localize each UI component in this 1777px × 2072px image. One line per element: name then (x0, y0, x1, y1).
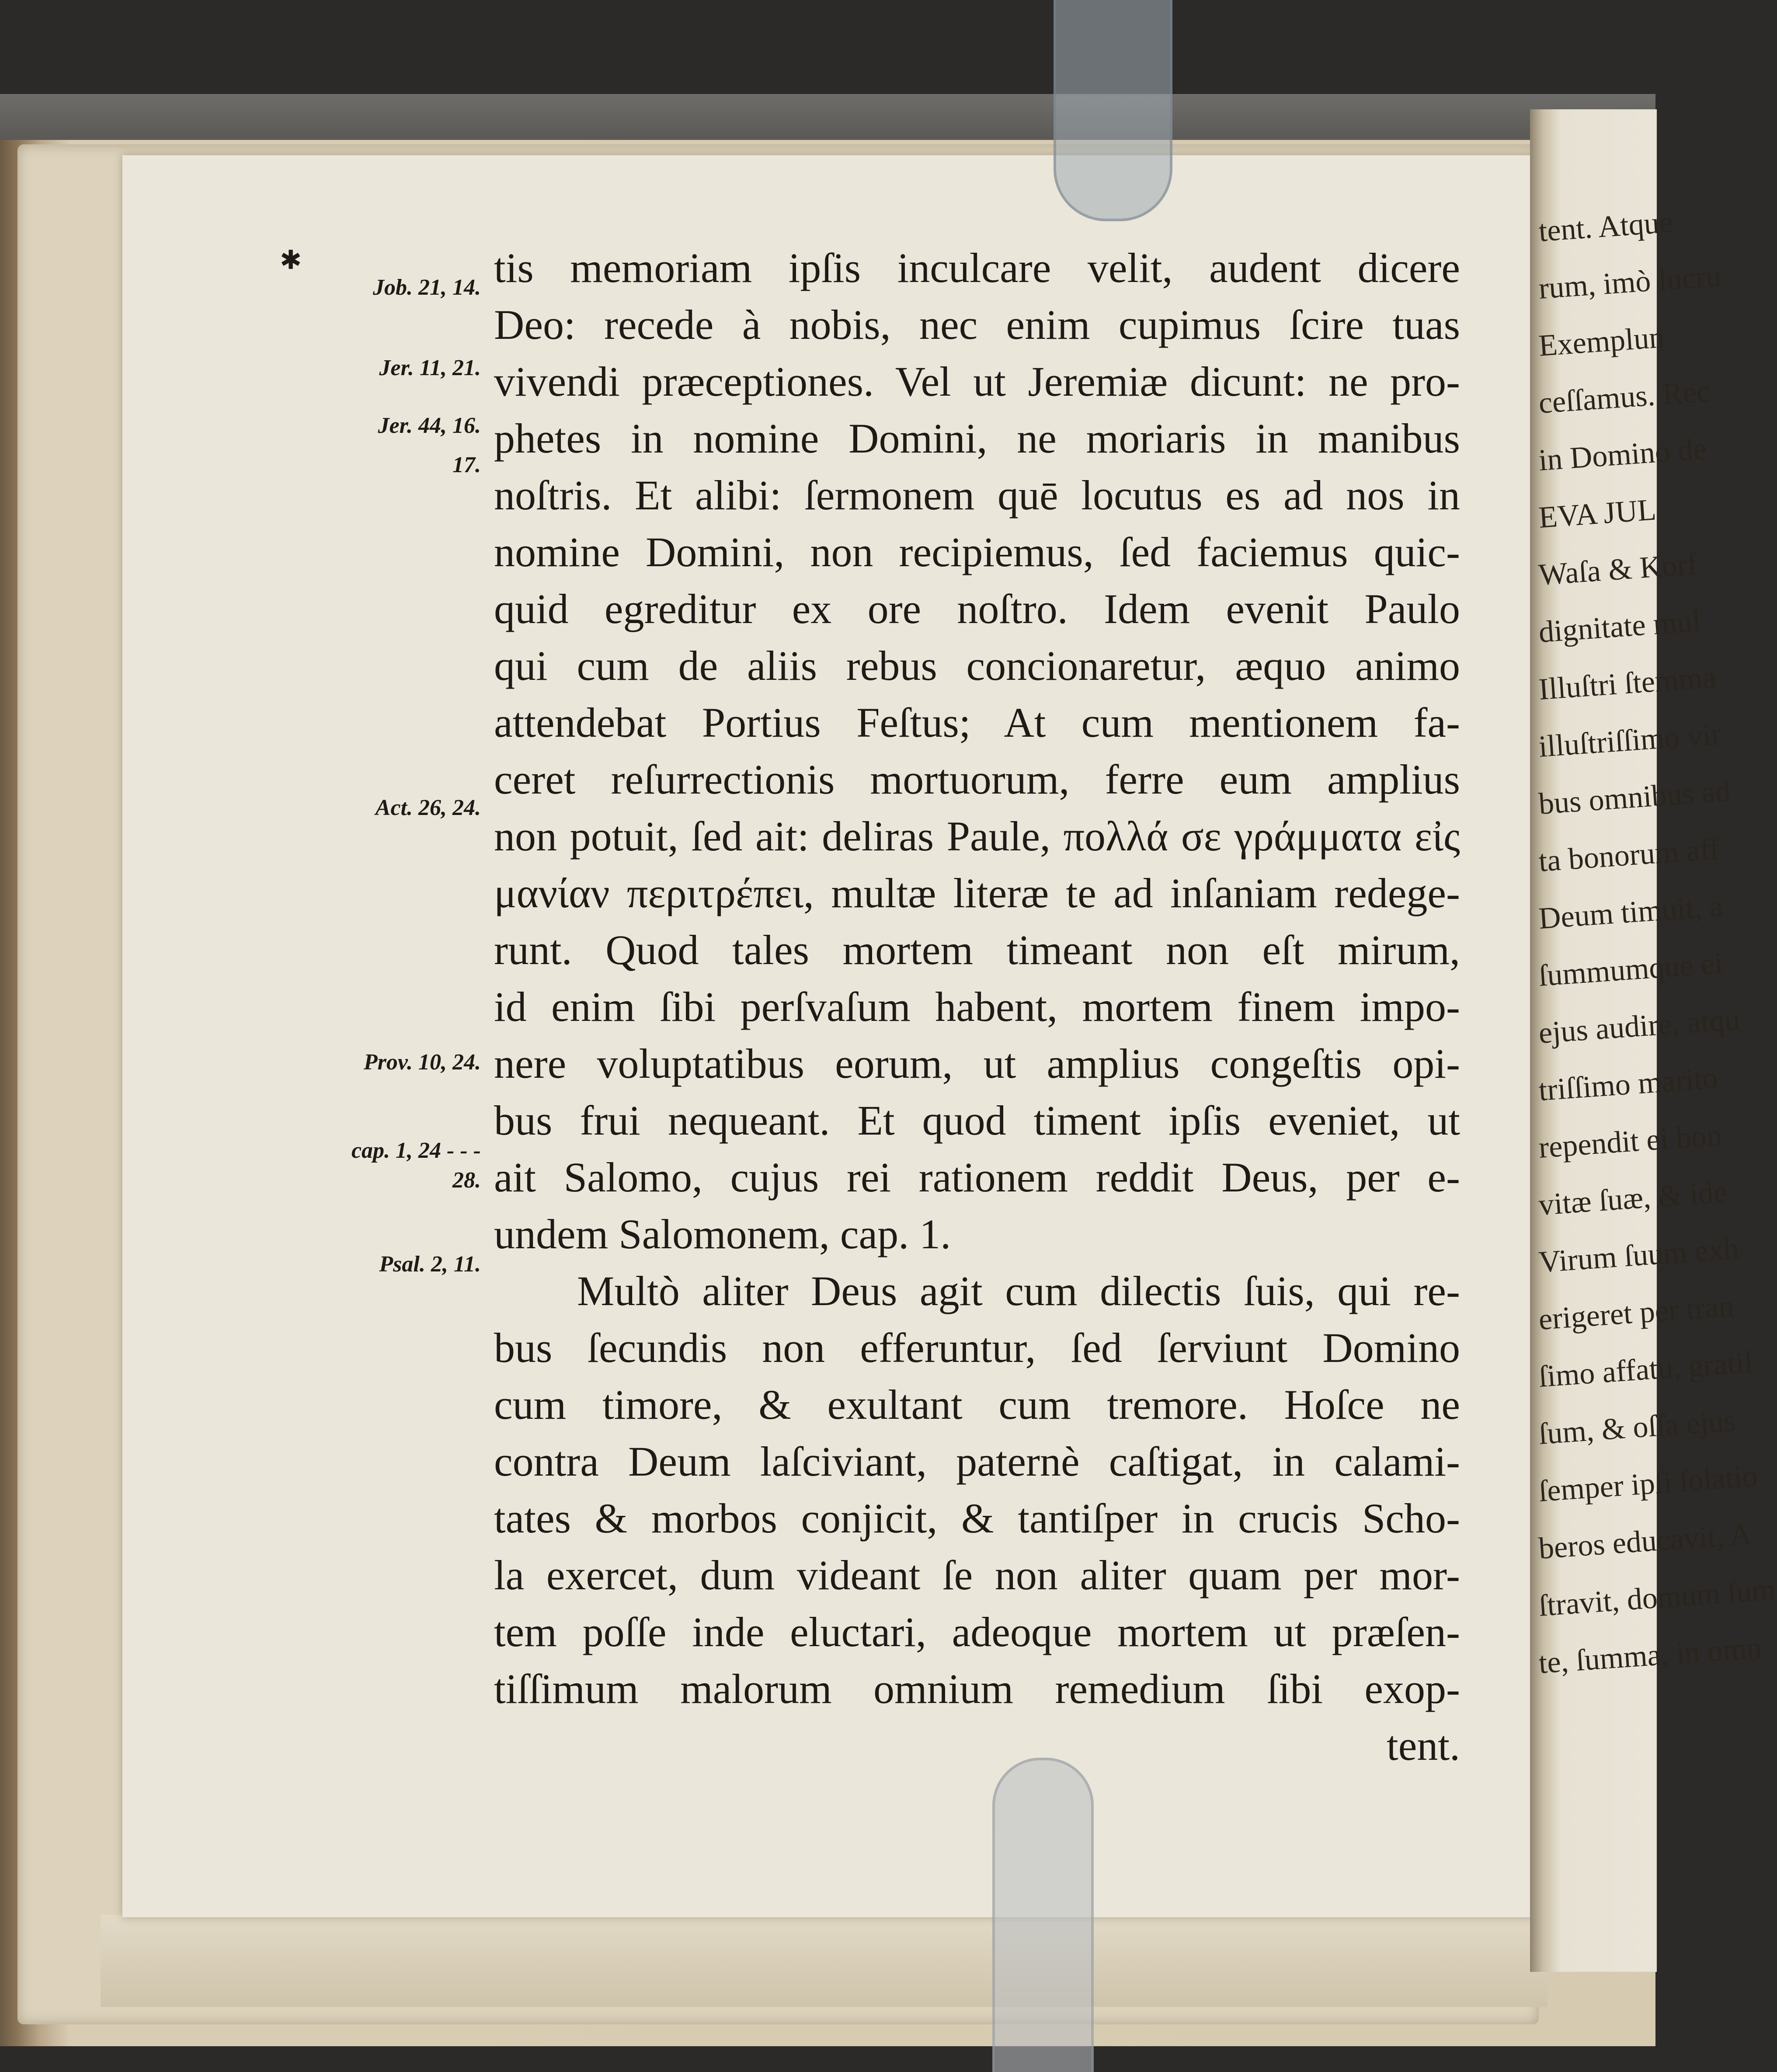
facing-page-line: beros educavit, A (1537, 1517, 1753, 1566)
margin-note: Psal. 2, 11. (379, 1252, 481, 1277)
facing-page-line: ſummumque ei (1537, 946, 1724, 993)
facing-page-line: ſum, & oſſa ejus (1537, 1403, 1737, 1451)
text-line: tates & morbos conjicit, & tantiſper in crucis Scho- (494, 1495, 1460, 1542)
margin-note: Act. 26, 24. (375, 795, 481, 820)
text-line: ceret reſurrectionis mortuorum, ferre eum amplius (494, 756, 1460, 803)
ornament-mark: ✱ (280, 246, 302, 275)
text-line: undem Salomonem, cap. 1. (494, 1211, 951, 1257)
facing-page-line: ta bonorum aff (1537, 832, 1721, 878)
margin-note: Job. 21, 14. (373, 275, 481, 300)
facing-page-line: Exemplun (1537, 320, 1666, 363)
text-line: Deo: recede à nobis, nec enim cupimus ſcire tuas (494, 301, 1460, 348)
facing-page-line: ſimo affatu, gratil (1537, 1345, 1754, 1394)
text-line: μανίαν περιτρέπει, multæ literæ te ad inſaniam redege- (494, 870, 1460, 916)
facing-page-line: te, ſumma, in omn (1537, 1631, 1763, 1680)
text-line: non potuit, ſed ait: deliras Paule, πολλά σε γράμματα εἰς (494, 813, 1460, 860)
text-line: vivendi præceptiones. Vel ut Jeremiæ dicunt: ne pro- (494, 358, 1460, 405)
margin-note: 28. (452, 1168, 481, 1193)
text-line: nomine Domini, non recipiemus, ſed faciemus quic- (494, 529, 1460, 575)
facing-page-line: triſſimo marito (1537, 1061, 1719, 1107)
facing-page-line: Illuſtri ſtemma (1537, 660, 1717, 707)
facing-page-line: in Domino de (1537, 432, 1708, 477)
text-line: la exercet, dum videant ſe non aliter quam per mor- (494, 1552, 1460, 1598)
text-line: qui cum de aliis rebus concionaretur, æquo animo (494, 642, 1460, 689)
facing-page-line: Virum ſuum exh (1537, 1232, 1740, 1279)
page-clip-top (1054, 0, 1172, 221)
margin-note: 17. (452, 453, 481, 477)
margin-note: Prov. 10, 24. (363, 1050, 481, 1075)
page-clip-bottom (992, 1758, 1094, 2072)
margin-note: Jer. 44, 16. (378, 413, 481, 438)
facing-page-line: bus omnibus ad (1537, 774, 1732, 821)
text-line: attendebat Portius Feſtus; At cum mentionem fa- (494, 699, 1460, 746)
facing-page-line: dignitate mul (1537, 604, 1702, 649)
facing-page-line: ceſſamus. Rec (1537, 374, 1711, 420)
facing-page-line: ejus audire, atqu (1537, 1002, 1741, 1050)
main-text (494, 240, 1460, 1774)
facing-page-line: Waſa & Korf (1537, 547, 1699, 592)
text-line: contra Deum laſciviant, paternè caſtigat, in calami- (494, 1438, 1460, 1485)
margin-note: cap. 1, 24 - - - (351, 1138, 481, 1163)
text-line: tem poſſe inde eluctari, adeoque mortem ut præſen- (494, 1609, 1460, 1655)
text-line: ait Salomo, cujus rei rationem reddit Deus, per e- (494, 1154, 1460, 1201)
text-line: runt. Quod tales mortem timeant non eſt mirum, (494, 926, 1460, 973)
facing-page-line: EVA JUL (1537, 493, 1658, 535)
facing-page-line: ſtravit, domum ſum (1537, 1573, 1777, 1623)
text-line: quid egreditur ex ore noſtro. Idem evenit Paulo (494, 585, 1460, 632)
text-line: Multò aliter Deus agit cum dilectis ſuis, qui re- (577, 1268, 1460, 1314)
catchword: tent. (1387, 1722, 1460, 1769)
facing-page-line: illuſtriſſimo vir (1537, 717, 1722, 764)
page-bottom-edge (101, 1915, 1547, 2007)
facing-page-line: rum, imò lucru (1537, 259, 1722, 306)
text-line: bus ſecundis non efferuntur, ſed ſerviunt Domino (494, 1324, 1460, 1371)
text-line: cum timore, & exultant cum tremore. Hoſce ne (494, 1381, 1460, 1428)
book-top-edge (0, 94, 1655, 140)
text-line: tiſſimum malorum omnium remedium ſibi exop- (494, 1665, 1460, 1712)
text-line: noſtris. Et alibi: ſermonem quē locutus es ad nos in (494, 472, 1460, 519)
text-line: nere voluptatibus eorum, ut amplius congeſtis opi- (494, 1040, 1460, 1087)
text-line: phetes in nomine Domini, ne moriaris in manibus (494, 415, 1460, 462)
facing-page-line: rependit ei bon (1537, 1118, 1723, 1165)
text-line: id enim ſibi perſvaſum habent, mortem finem impo- (494, 983, 1460, 1030)
facing-page-line: ſemper ipſi ſolatio (1537, 1459, 1759, 1508)
text-line: tis memoriam ipſis inculcare velit, audent dicere (494, 244, 1460, 291)
facing-page-line: tent. Atque (1537, 205, 1674, 248)
facing-page-line: vitæ ſuæ, & ide (1537, 1175, 1728, 1222)
text-line: bus frui nequeant. Et quod timent ipſis eveniet, ut (494, 1097, 1460, 1144)
facing-page-line: erigeret per tran (1537, 1289, 1735, 1337)
facing-page-line: Deum timuit, a (1537, 889, 1724, 936)
margin-note: Jer. 11, 21. (379, 355, 481, 380)
